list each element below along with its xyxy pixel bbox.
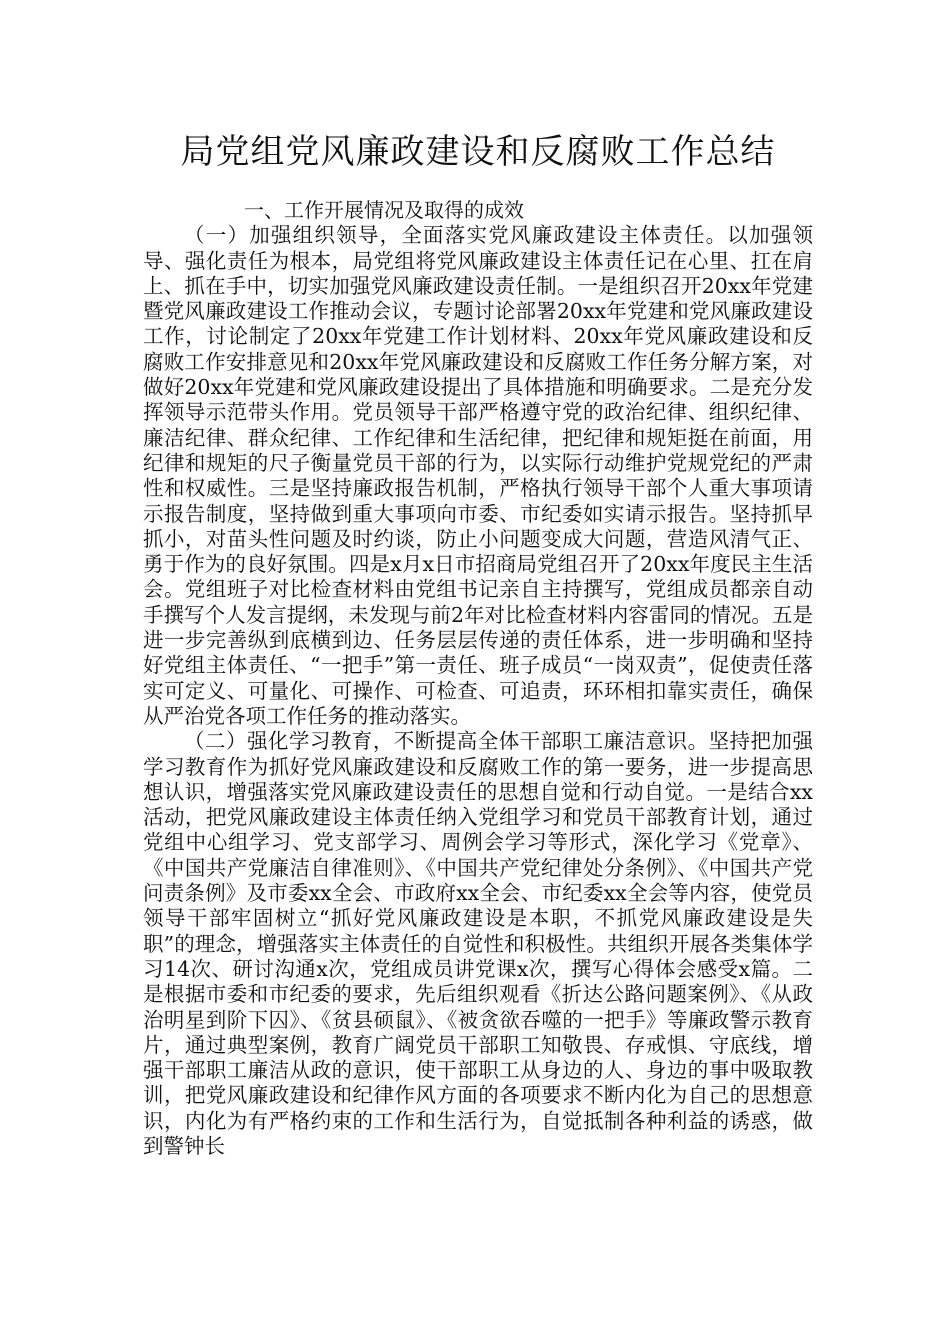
body-paragraph-1: （一）加强组织领导，全面落实党风廉政建设主体责任。以加强领导、强化责任为根本，局党组将党风廉政建设主体责任记在心里、扛在肩上、抓在手中，切实加强党风廉政建设责任制。一是组织召开20xx年党建暨党风廉政建设工作推动会议，专题讨论部署20xx年党建和党风廉政建设工作，讨论制定了20xx年党建工作计划材料、20xx年党风廉政建设和反腐败工作安排意见和20xx年党风廉政建设和反腐败工作任务分解方案，对做好20xx年党建和党风廉政建设提出了具体措施和明确要求。二是充分发挥领导示范带头作用。党员领导干部严格遵守党的政治纪律、组织纪律、廉洁纪律、群众纪律、工作纪律和生活纪律，把纪律和规矩挺在前面，用纪律和规矩的尺子衡量党员干部的行为，以实际行动维护党规党纪的严肃性和权威性。三是坚持廉政报告机制，严格执行领导干部个人重大事项请示报告制度，坚持做到重大事项向市委、市纪委如实请示报告。坚持抓早抓小，对苗头性问题及时约谈，防止小问题变成大问题，营造风清气正、勇于作为的良好氛围。四是x月x日市招商局党组召开了20xx年度民主生活会。党组班子对比检查材料由党组书记亲自主持撰写，党组成员都亲自动手撰写个人发言提纲，未发现与前2年对比检查材料内容雷同的情况。五是进一步完善纵到底横到边、任务层层传递的责任体系，进一步明确和坚持好党组主体责任、“一把手”第一责任、班子成员“一岗双责”，促使责任落实可定义、可量化、可操作、可检查、可追责，环环相扣靠实责任，确保从严治党各项工作任务的推动落实。 [143, 223, 813, 728]
body-paragraph-2: （二）强化学习教育，不断提高全体干部职工廉洁意识。坚持把加强学习教育作为抓好党风廉政建设和反腐败工作的第一要务，进一步提高思想认识，增强落实党风廉政建设责任的思想自觉和行动自觉。一是结合xx活动，把党风廉政建设主体责任纳入党组学习和党员干部教育计划，通过党组中心组学习、党支部学习、周例会学习等形式，深化学习《党章》、《中国共产党廉洁自律准则》、《中国共产党纪律处分条例》、《中国共产党问责条例》及市委xx全会、市政府xx全会、市纪委xx全会等内容，使党员领导干部牢固树立“抓好党风廉政建设是本职，不抓党风廉政建设是失职”的理念，增强落实主体责任的自觉性和积极性。共组织开展各类集体学习14次、研讨沟通x次，党组成员讲党课x次，撰写心得体会感受x篇。二是根据市委和市纪委的要求，先后组织观看《折达公路问题案例》、《从政治明星到阶下囚》、《贫县硕鼠》、《被贪欲吞噬的一把手》等廉政警示教育片，通过典型案例，教育广阔党员干部职工知敬畏、存戒惧、守底线，增强干部职工廉洁从政的意识，使干部职工从身边的人、身边的事中吸取教训，把党风廉政建设和纪律作风方面的各项要求不断内化为自己的思想意识，内化为有严格约束的工作和生活行为，自觉抵制各种利益的诱惑，做到警钟长 [143, 729, 813, 1158]
document-page [143, 128, 813, 1159]
page-title: 局党组党风廉政建设和反腐败工作总结 [180, 132, 776, 172]
section-heading: 一、工作开展情况及取得的成效 [244, 198, 524, 222]
